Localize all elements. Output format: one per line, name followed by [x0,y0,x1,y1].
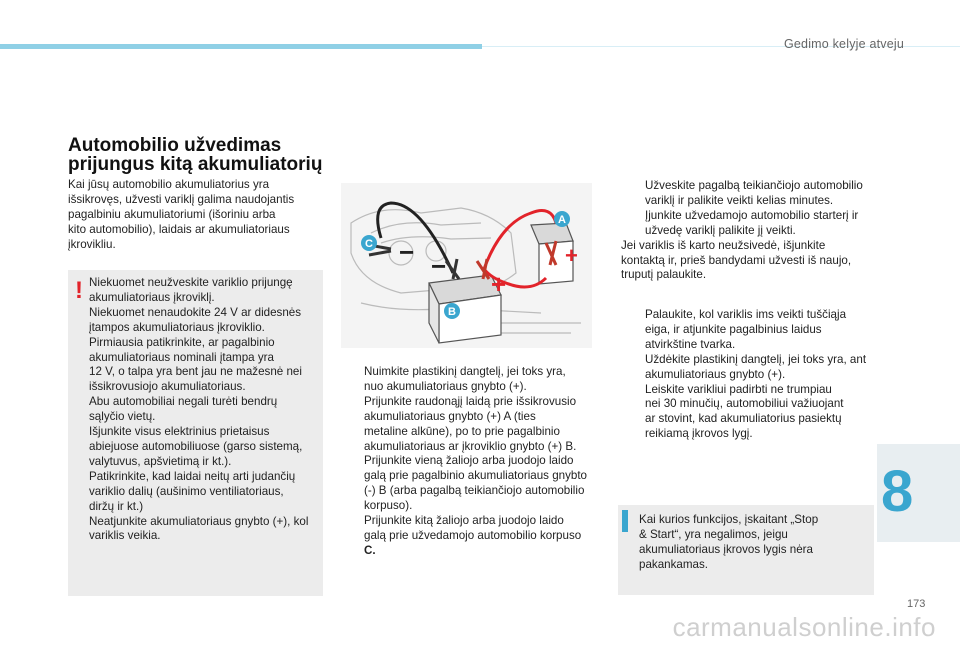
info-text [639,513,839,573]
right-paragraph [621,239,876,284]
warning-box [68,270,323,596]
warning-line: akumuliatoriaus įkroviklį. [89,290,215,304]
list-item [340,395,598,455]
list-item [621,383,876,443]
list-line: reikiamą įkrovos lygį. [645,427,753,441]
list-line: korpuso). [364,499,413,513]
info-line: Kai kurios funkcijos, įskaitant „Stop [639,513,819,526]
warning-line: sąlyčio vietų. [89,410,156,424]
list-line: ar stovint, kad akumuliatorius pasiektų [645,412,842,426]
intro-line: Kai jūsų automobilio akumuliatorius yra [68,178,270,191]
warning-line: Patikrinkite, kad laidai neitų arti judančių [89,469,296,483]
intro-line: pagalbiniu akumuliatoriumi (išoriniu arba [68,207,276,221]
page-title-line-2: prijungus kitą akumuliatorių [68,154,323,175]
page-title-line-1: Automobilio užvedimas [68,135,282,156]
minus-sign: − [399,237,415,267]
marker-c-label: C [365,238,373,250]
header-bar [0,44,482,49]
list-line: atvirkštine tvarka. [645,337,736,351]
warning-line: Niekuomet nenaudokite 24 V ar didesnės [89,305,302,319]
list-line: C. [364,543,376,557]
info-box [618,505,874,595]
list-line: Įjunkite užvedamojo automobilio starterį ir [645,208,859,222]
page-title [68,136,368,174]
list-item [340,454,598,514]
list-line: Užveskite pagalbą teikiančiojo automobilio [645,179,863,192]
warning-line: Išjunkite visus elektrinius prietaisus [89,425,270,439]
list-line: Nuimkite plastikinį dangtelį, jei toks yra, [364,365,566,378]
list-line: nei 30 minučių, automobiliui važiuojant [645,397,844,411]
list-line: metaline alkūne), po to prie pagalbinio [364,424,560,438]
marker-a-label: A [558,214,566,226]
list-line: Leiskite varikliui padirbti ne trumpiau [645,382,832,396]
list-line: užvedę variklį palikite jį veikti. [645,223,796,237]
warning-text [89,276,319,544]
warning-icon: ! [75,277,83,304]
warning-line: akumuliatoriaus nominali įtampa yra [89,350,274,364]
list-item [621,179,876,209]
marker-b-label: B [448,306,456,318]
plus-sign: + [491,269,507,299]
warning-line: valytuvus, apšvietimą ir kt.). [89,454,232,468]
list-item [621,308,876,353]
engine-bay-drawing [341,183,592,348]
warning-line: diržų ir kt.) [89,499,144,513]
warning-line: variklis veikia. [89,529,161,543]
list-line: Palaukite, kol variklis ims veikti tuščiąja [645,308,847,321]
list-line: galą prie pagalbinio akumuliatoriaus gnybto [364,469,588,483]
info-line: pakankamas. [639,557,708,571]
steps-right-middle [621,308,876,442]
jump-start-illustration [341,183,592,348]
minus-sign: − [431,251,447,281]
warning-line: 12 V, o talpa yra bent jau ne mažesnė nei [89,365,302,379]
warning-line: variklio dalių (aušinimo ventiliatoriaus, [89,484,284,498]
list-line: Prijunkite kitą žaliojo arba juodojo laido [364,514,564,528]
intro-paragraph [68,178,318,253]
warning-line: Abu automobiliai negali turėti bendrų [89,395,278,409]
page-number: 173 [907,598,926,610]
list-item [621,209,876,239]
steps-middle [340,365,598,559]
intro-line: išsikrovęs, užvesti variklį galima naudojantis [68,192,295,206]
intro-line: kito automobilio), laidais ar akumuliatoriaus [68,222,290,236]
list-line: akumuliatoriaus gnybto (+). [645,367,786,381]
list-line: akumuliatoriaus gnybto (+) A (ties [364,409,536,423]
list-item [621,353,876,383]
section-title: Gedimo kelyje atveju [783,37,904,51]
plus-sign: + [565,243,578,268]
warning-line: abiejuose automobiliuose (garso sistemą, [89,439,303,453]
watermark: carmanualsonline.info [672,612,936,642]
info-line: akumuliatoriaus įkrovos lygis nėra [639,542,813,556]
warning-line: Niekuomet neužveskite variklio prijungę [89,276,293,289]
list-line: variklį ir palikite veikti kelias minutes. [645,193,834,207]
intro-line: įkrovikliu. [68,237,116,251]
warning-line: Pirmiausia patikrinkite, ar pagalbinio [89,335,275,349]
list-line: nuo akumuliatoriaus gnybto (+). [364,379,527,393]
paragraph-line: truputį palaukite. [621,268,707,282]
warning-line: įtampos akumuliatoriaus įkroviklio. [89,320,265,334]
steps-right-top [621,179,876,283]
list-line: Uždėkite plastikinį dangtelį, jei toks yra, ant [645,352,867,366]
list-line: Prijunkite raudonąjį laidą prie išsikrovusio [364,394,577,408]
info-line: & Start“, yra negalimos, jeigu [639,527,788,541]
list-line: eiga, ir atjunkite pagalbinius laidus [645,322,822,336]
warning-line: išsikrovusiojo akumuliatoriaus. [89,380,246,394]
info-icon [622,510,628,532]
list-item [340,365,598,395]
list-item [340,514,598,559]
list-line: (-) B (arba pagalbą teikiančiojo automobilio [364,484,585,498]
list-line: akumuliatoriaus ar įkroviklio gnybto (+) B. [364,439,577,453]
paragraph-line: kontaktą ir, prieš bandydami užvesti iš naujo, [621,253,852,267]
warning-line: Neatjunkite akumuliatoriaus gnybto (+), kol [89,514,309,528]
list-line: Prijunkite vieną žaliojo arba juodojo laido [364,454,574,468]
list-line: galą prie užvedamojo automobilio korpuso [364,528,582,542]
paragraph-line: Jei variklis iš karto neužsivedė, išjunkite [621,238,826,252]
chapter-number: 8 [881,459,914,524]
